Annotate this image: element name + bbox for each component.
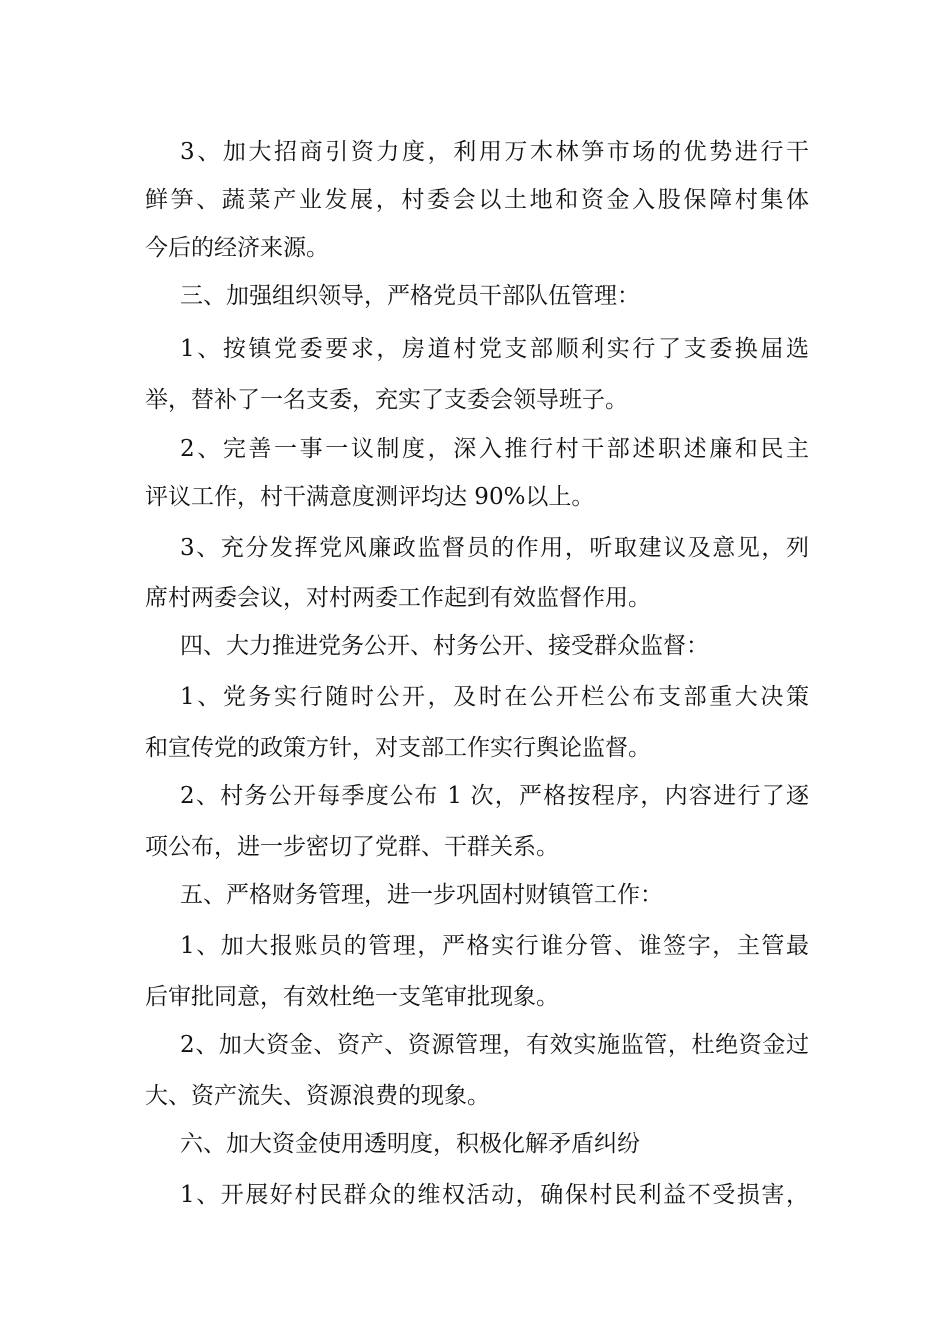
section-heading: 六、加大资金使用透明度，积极化解矛盾纠纷 xyxy=(180,1131,640,1157)
text-line: 席村两委会议，对村两委工作起到有效监督作用。 xyxy=(145,585,651,611)
section-heading: 四、大力推进党务公开、村务公开、接受群众监督： xyxy=(180,633,709,659)
text-line: 3、充分发挥党风廉政监督员的作用，听取建议及意见，列 xyxy=(180,535,809,561)
text-line: 1、开展好村民群众的维权活动，确保村民利益不受损害， xyxy=(180,1182,809,1208)
text-line: 和宣传党的政策方针，对支部工作实行舆论监督。 xyxy=(145,735,651,761)
section-heading: 五、严格财务管理，进一步巩固村财镇管工作： xyxy=(180,882,663,908)
text-line: 评议工作，村干满意度测评均达 90%以上。 xyxy=(145,484,595,510)
text-line: 2、加大资金、资产、资源管理，有效实施监管，杜绝资金过 xyxy=(180,1032,809,1058)
section-heading: 三、加强组织领导，严格党员干部队伍管理： xyxy=(180,283,640,309)
text-line: 2、村务公开每季度公布 1 次，严格按程序，内容进行了逐 xyxy=(180,783,809,809)
text-line: 项公布，进一步密切了党群、干群关系。 xyxy=(145,834,559,860)
text-line: 3、加大招商引资力度，利用万木林笋市场的优势进行干 xyxy=(180,139,809,165)
text-line: 今后的经济来源。 xyxy=(145,235,329,261)
text-line: 1、按镇党委要求，房道村党支部顺利实行了支委换届选 xyxy=(180,336,809,362)
text-line: 2、完善一事一议制度，深入推行村干部述职述廉和民主 xyxy=(180,436,809,462)
text-line: 1、加大报账员的管理，严格实行谁分管、谁签字，主管最 xyxy=(180,933,809,959)
text-line: 举，替补了一名支委，充实了支委会领导班子。 xyxy=(145,387,628,413)
text-line: 1、党务实行随时公开，及时在公开栏公布支部重大决策 xyxy=(180,684,809,710)
text-line: 大、资产流失、资源浪费的现象。 xyxy=(145,1083,490,1109)
text-line: 鲜笋、蔬菜产业发展，村委会以土地和资金入股保障村集体 xyxy=(145,187,809,213)
text-line: 后审批同意，有效杜绝一支笔审批现象。 xyxy=(145,984,559,1010)
